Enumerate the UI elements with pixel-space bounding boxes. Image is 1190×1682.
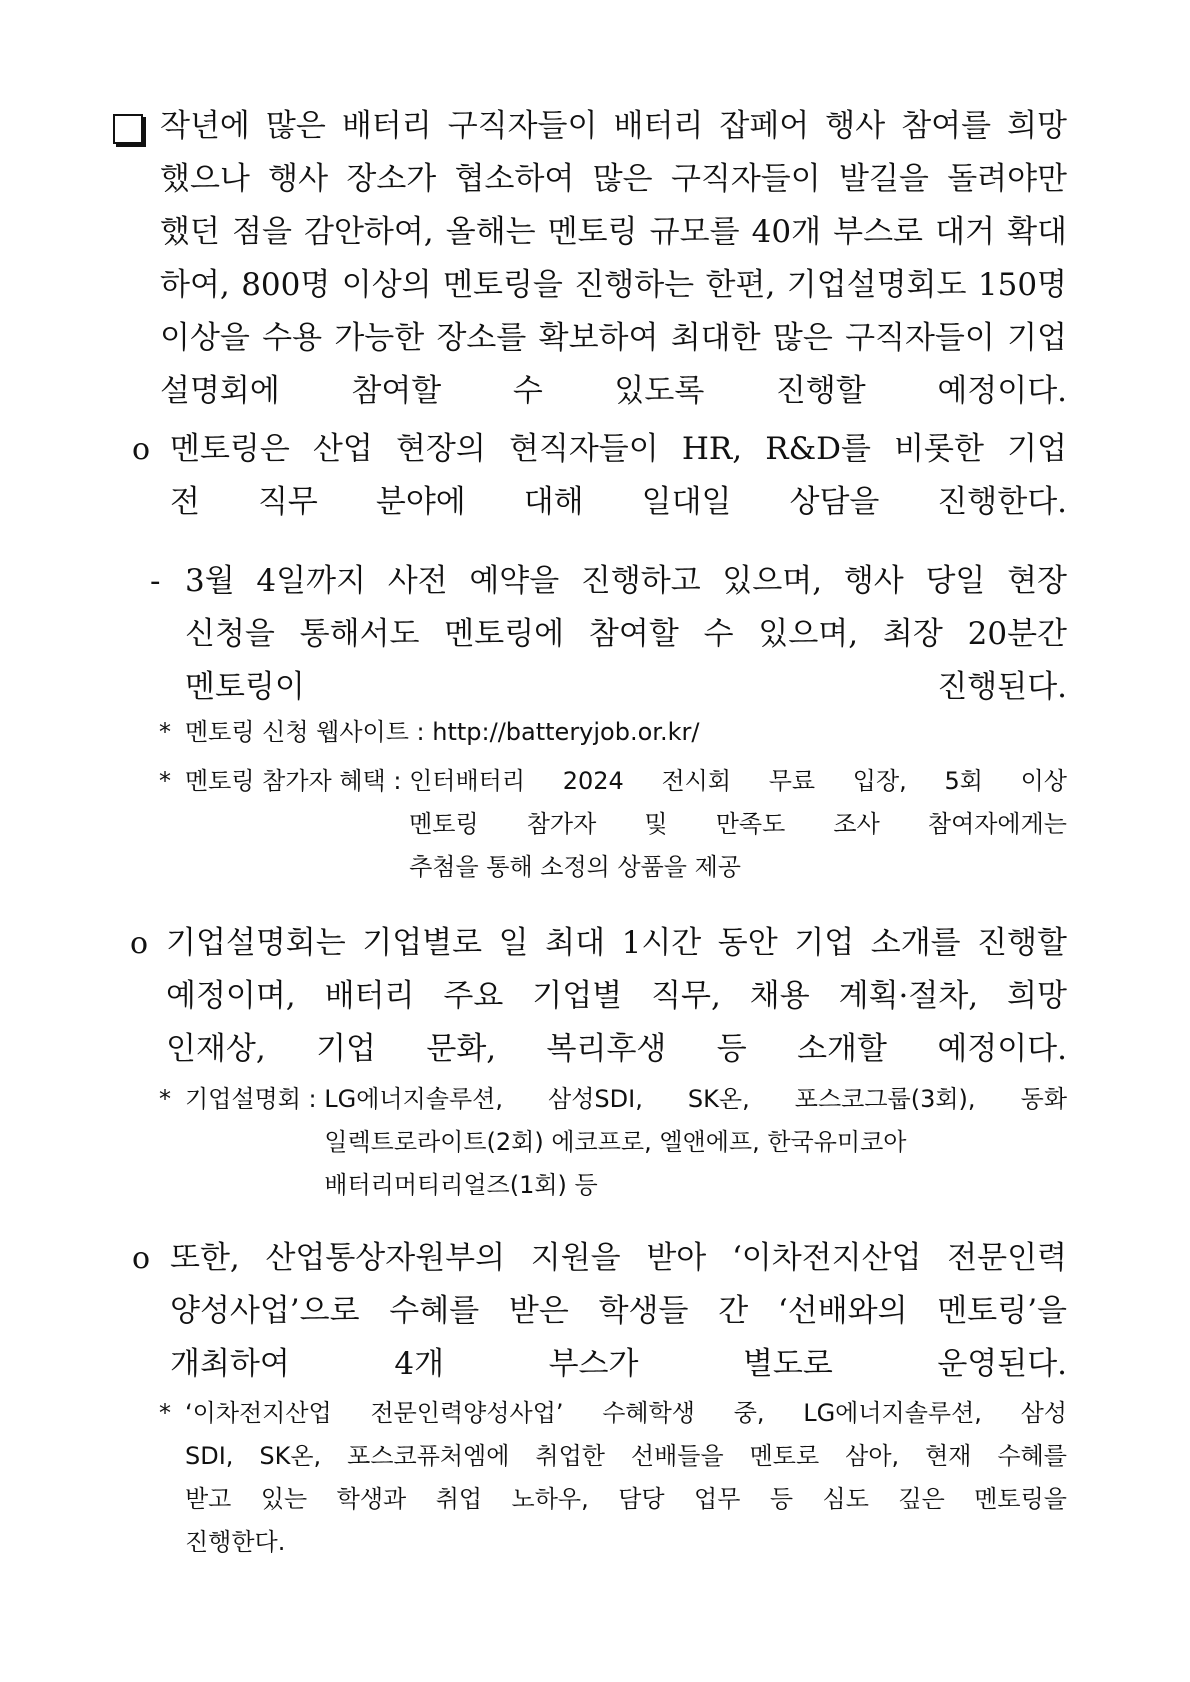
asterisk-bullet: *: [159, 1085, 171, 1113]
note-separator: :: [300, 1085, 325, 1113]
text-line: 설명회에 참여할 수 있도록 진행할 예정이다.: [160, 373, 1067, 409]
text-line: 했던 점을 감안하여, 올해는 멘토링 규모를 40개 부스로 대거 확대: [160, 214, 1067, 250]
note-key: 멘토링 참가자 혜택: [185, 767, 386, 795]
note-value-line: 멘토링 참가자 및 만족도 조사 참여자에게는: [409, 810, 1067, 838]
text-line: 3월 4일까지 사전 예약을 진행하고 있으며, 행사 당일 현장: [185, 563, 1067, 599]
note-key: 멘토링 신청 웹사이트: [185, 718, 409, 746]
mentoring-website-link[interactable]: http://batteryjob.or.kr/: [432, 718, 700, 746]
text-line: 전 직무 분야에 대해 일대일 상담을 진행한다.: [170, 484, 1067, 520]
text-line: 인재상, 기업 문화, 복리후생 등 소개할 예정이다.: [166, 1031, 1067, 1067]
mentoring-benefit-note: [159, 760, 1067, 889]
text-line: 작년에 많은 배터리 구직자들이 배터리 잡페어 행사 참여를 희망: [160, 108, 1067, 144]
asterisk-bullet: *: [159, 1399, 171, 1427]
mentoring-paragraph: [132, 423, 1067, 529]
mentoring-website-note: [159, 711, 1067, 754]
circle-bullet: o: [132, 432, 151, 467]
note-value-line: LG에너지솔루션, 삼성SDI, SK온, 포스코그룹(3회), 동화: [324, 1085, 1067, 1113]
briefing-paragraph: [130, 917, 1067, 1076]
dash-bullet: -: [150, 563, 161, 599]
text-line: 예정이며, 배터리 주요 기업별 직무, 채용 계획·절차, 희망: [166, 978, 1067, 1014]
text-line: 기업설명회는 기업별로 일 최대 1시간 동안 기업 소개를 진행할: [166, 925, 1067, 961]
briefing-note: [159, 1078, 1067, 1207]
note-separator: :: [408, 718, 433, 746]
note-value-line: 배터리머티리얼즈(1회) 등: [324, 1171, 598, 1199]
circle-bullet: o: [130, 926, 149, 961]
senior-mentoring-note: [159, 1392, 1067, 1564]
main-paragraph: [160, 100, 1067, 418]
note-line: 받고 있는 학생과 취업 노하우, 담당 업무 등 심도 깊은 멘토링을: [185, 1485, 1067, 1513]
note-value-line: 일렉트로라이트(2회) 에코프로, 엘앤에프, 한국유미코아: [324, 1128, 907, 1156]
text-line: 개최하여 4개 부스가 별도로 운영된다.: [170, 1346, 1067, 1382]
square-bullet-icon: [113, 114, 143, 144]
text-line: 했으나 행사 장소가 협소하여 많은 구직자들이 발길을 돌려야만: [160, 161, 1067, 197]
text-line: 멘토링이 진행된다.: [185, 669, 1067, 705]
note-value-line: 추첨을 통해 소정의 상품을 제공: [409, 853, 741, 881]
note-separator: :: [385, 767, 410, 795]
note-line: 진행한다.: [185, 1528, 286, 1556]
text-line: 양성사업’으로 수혜를 받은 학생들 간 ‘선배와의 멘토링’을: [170, 1293, 1067, 1329]
text-line: 이상을 수용 가능한 장소를 확보하여 최대한 많은 구직자들이 기업: [160, 320, 1067, 356]
note-line: SDI, SK온, 포스코퓨처엠에 취업한 선배들을 멘토로 삼아, 현재 수혜를: [185, 1442, 1067, 1470]
text-line: 또한, 산업통상자원부의 지원을 받아 ‘이차전지산업 전문인력: [170, 1240, 1067, 1276]
mentoring-dash-paragraph: [150, 555, 1067, 714]
note-value-line: 인터배터리 2024 전시회 무료 입장, 5회 이상: [409, 767, 1067, 795]
text-line: 하여, 800명 이상의 멘토링을 진행하는 한편, 기업설명회도 150명: [160, 267, 1067, 303]
circle-bullet: o: [132, 1241, 151, 1276]
asterisk-bullet: *: [159, 718, 171, 746]
senior-mentoring-paragraph: [132, 1232, 1067, 1391]
text-line: 멘토링은 산업 현장의 현직자들이 HR, R&D를 비롯한 기업: [170, 431, 1067, 467]
text-line: 신청을 통해서도 멘토링에 참여할 수 있으며, 최장 20분간: [185, 616, 1067, 652]
note-key: 기업설명회: [185, 1085, 301, 1113]
asterisk-bullet: *: [159, 767, 171, 795]
note-line: ‘이차전지산업 전문인력양성사업’ 수혜학생 중, LG에너지솔루션, 삼성: [185, 1399, 1067, 1427]
